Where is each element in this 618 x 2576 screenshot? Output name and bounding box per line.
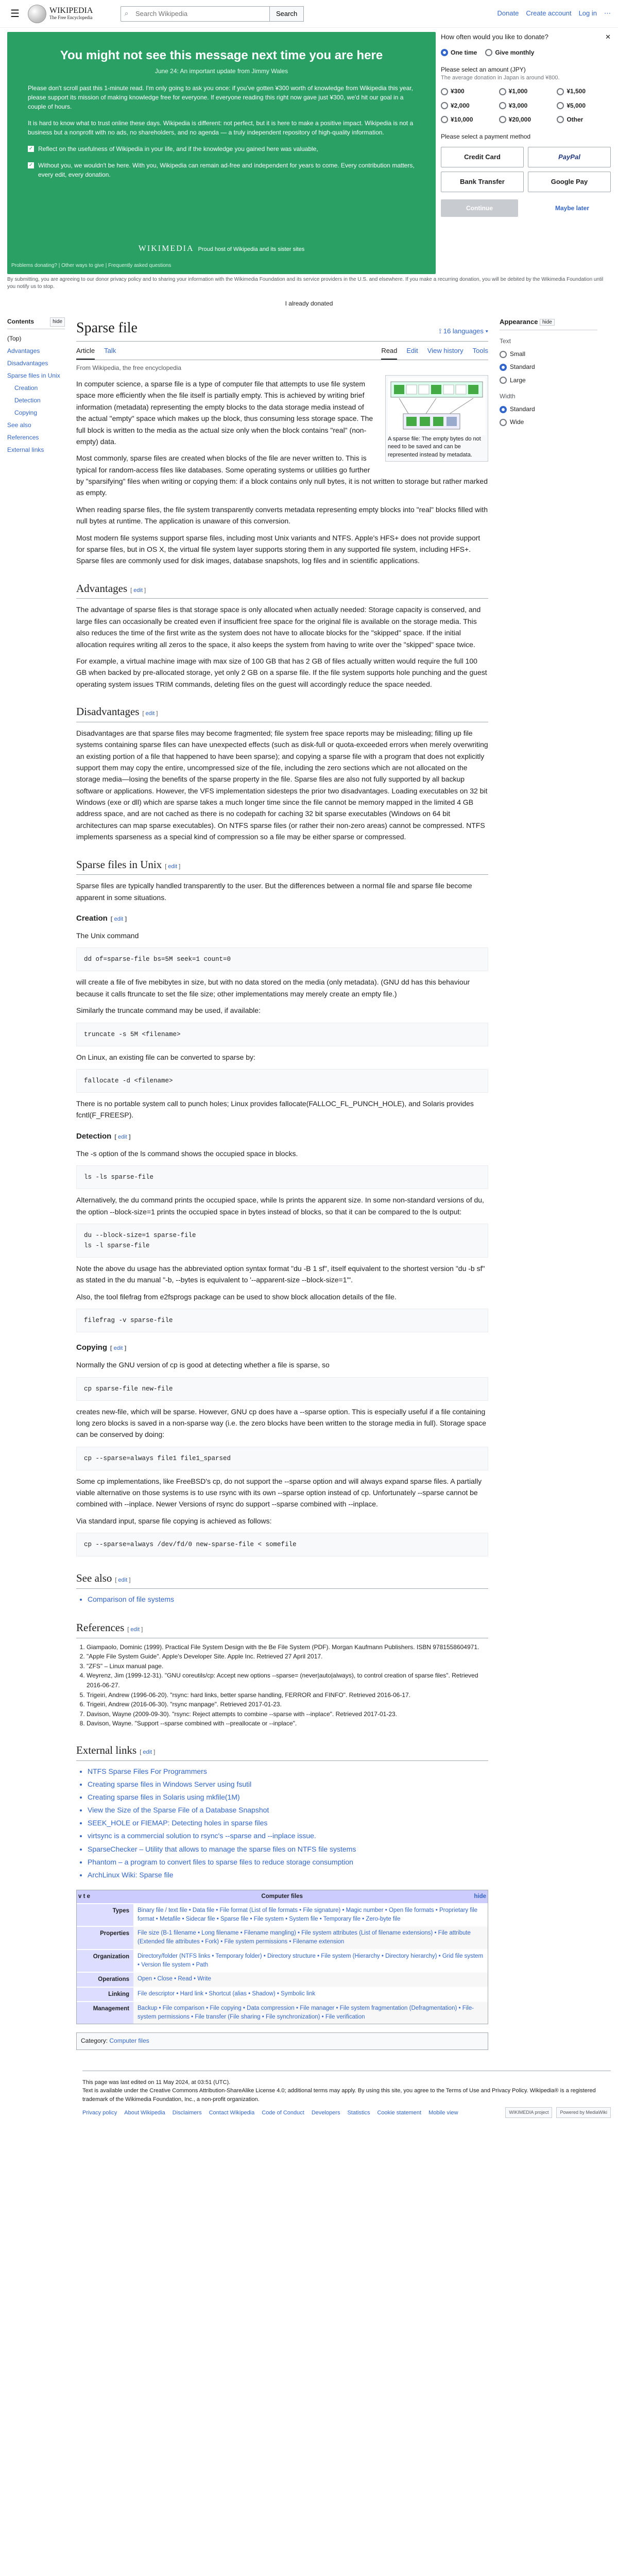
amount-label: Please select an amount (JPY) [441, 65, 526, 73]
empty-block [406, 385, 417, 394]
paragraph: The -s option of the ls command shows the occupied space in blocks. [76, 1149, 298, 1158]
toc-item[interactable]: Disadvantages [7, 360, 48, 367]
paragraph: The advantage of sparse files is that storage space is only allocated when actually needed: Storage capacity is conserved, and large files can occasionally be created even if insufficient free space for the original file is available on the storage media. This also reduces the time of the first write as the system does not have to allocate blocks for the "skipped" space. If the initial allocation requires writing all zeros to the space, it also keeps the system from having to write over the "skipped" space twice. [76, 605, 481, 649]
paragraph: Also, the tool filefrag from e2fsprogs package can be used to show block allocation details of the file. [76, 1292, 397, 1301]
paragraph: Disadvantages are that sparse files may become fragmented; file system free space reports may be misleading; filling up file systems containing sparse files can have unexpected effects (such as disk-full or quota-exceeded errors when merely overwriting an existing portion of a file that happened to have been sparse); and copying a sparse file with a program that does not explicitly support them may copy the entire, uncompressed size of the file, including the zero sections which are not allocated on the storage media—losing the benefits of the sparse property in the file. Sparse files are also not fully supported by all backup software or applications. However, the VFS implementation sidesteps the prior two disadvantages. Loading executables on 32 bit Windows (exe or dll) which are sparse takes a much longer time since the file cannot be memory mapped in the limited 4 GB address space, and are not cached as there is no codepath for caching 32 bit sparse executables (Windows on 64 bit architectures can map sparse executables). On NTFS sparse files (or rather their non-zero areas) cannot be compressed. NTFS implements sparseness as a special kind of compression so a file may be either sparse or compressed. [76, 728, 488, 841]
amount-option[interactable]: ¥2,000 [441, 101, 495, 111]
section-heading: References [ edit ] [76, 1619, 488, 1638]
toc-item[interactable]: See also [7, 421, 31, 429]
wikimedia-badge[interactable]: WIKIMEDIA project [505, 2107, 552, 2119]
toc-item[interactable]: Detection [14, 397, 41, 404]
navbox-hide-button[interactable]: hide [474, 1893, 486, 1900]
language-selector[interactable]: ⟟ 16 languages ▾ [439, 327, 488, 335]
code-block: filefrag -v sparse-file [76, 1309, 488, 1332]
amount-option-other[interactable]: Other [557, 115, 611, 125]
reference-item[interactable]: 5. Trigeiri, Andrew (1996-06-20). "rsync: hard links, better sparse handling, FERROR and FINFO". Retrieved 2016-06-17. [87, 1690, 488, 1700]
license-text: Text is available under the Creative Commons Attribution-ShareAlike License 4.0; additional terms may apply. By using this site, you agree to the Terms of Use and Privacy Policy. Wikipedia® is a registered trademark of the Wikimedia Foundation, Inc., a non-profit organization. [82, 2088, 596, 2103]
navbox-row: Operations Open • Close • Read • Write [77, 1972, 488, 1986]
text-large-radio[interactable]: Large [500, 376, 597, 385]
banner-check-2: ✓ Without you, we wouldn't be here. With you, Wikipedia can remain ad-free and independent for years to come. Every contribution matters, every edit, every donation. [28, 161, 415, 178]
text-standard-radio[interactable]: Standard [500, 362, 597, 372]
paragraph: Note the above du usage has the abbreviated option syntax format "du -B 1 sf", itself equivalent to the shortest version "du -b sf" as stated in the du manual "-b, --bytes is equivalent to '--apparent-size --block-size=1'". [76, 1264, 485, 1284]
external-link[interactable]: • Creating sparse files in Solaris using mkfile(1M) [88, 1791, 488, 1804]
amount-option[interactable]: ¥5,000 [557, 101, 611, 111]
credit-card-button[interactable]: Credit Card [441, 147, 524, 167]
amount-option[interactable]: ¥10,000 [441, 115, 495, 125]
bank-transfer-button[interactable]: Bank Transfer [441, 172, 524, 192]
banner-paragraph-2: It is hard to know what to trust online these days. Wikipedia is different: not perfect, but it is here to make a positive impact. Wikipedia is not a business but a nonprofit with no ads, no shareholders, and no agenda — a truly independent repository of high-quality information. [28, 119, 414, 136]
last-edited: This page was last edited on 11 May 2024, at 03:51 (UTC). [82, 2079, 231, 2086]
data-block [431, 385, 441, 394]
wikimedia-logo: WIKIMEDIA Proud host of Wikipedia and its sister sites [138, 244, 305, 253]
navbox-row: Linking File descriptor • Hard link • Shortcut (alias • Shadow) • Symbolic link [77, 1987, 488, 2001]
edit-section-link[interactable]: edit [118, 1577, 128, 1584]
amount-options [441, 87, 611, 125]
banner-footer-links[interactable]: Problems donating? | Other ways to give | Frequently asked questions [11, 263, 171, 268]
reference-item[interactable]: 3. "ZFS" – Linux manual page. [87, 1662, 488, 1671]
empty-block [443, 385, 454, 394]
tab-talk[interactable]: Talk [104, 346, 116, 354]
frequency-question: How often would you like to donate? [441, 33, 548, 41]
banner-date: June 24: An important update from Jimmy Wales [154, 67, 288, 75]
navbox-vte[interactable]: v t e [78, 1893, 91, 1900]
sparse-file-figure [385, 375, 488, 462]
reference-item[interactable]: 6. Trigeiri, Andrew (2016-06-30). "rsync manpage". Retrieved 2017-01-23. [87, 1700, 488, 1709]
edit-section-link[interactable]: edit [145, 710, 155, 717]
paragraph: Some cp implementations, like FreeBSD's cp, do not support the --sparse option and will always expand sparse files. A partially viable alternative on those systems is to use rsync with its own --sparse option instead of cp. Unfortunately --sparse cannot be combined with --inplace. Newer Versions of rsync do support --sparse combined with --inplace. [76, 1477, 482, 1509]
page-tabs [76, 344, 488, 360]
banner-check-1: ✓ Reflect on the usefulness of Wikipedia in your life, and if the knowledge you gained here was valuable, [28, 145, 318, 152]
subsection-heading: Copying [ edit ] [76, 1343, 127, 1352]
intro-paragraph: Most commonly, sparse files are created when blocks of the file are never written to. This is typical for random-access files like databases. Some operating systems or utilities go further by "sparsifying" files when writing or copying them: if a block contains only null bytes, it is not written to storage but rather marked as empty. [76, 454, 488, 497]
reference-item[interactable]: 2. "Apple File System Guide". Apple's Developer Site. Apple Inc. Retrieved 27 April 2017. [87, 1652, 488, 1662]
category-link[interactable]: Computer files [109, 2037, 149, 2045]
already-donated-link[interactable]: I already donated [285, 300, 333, 307]
paragraph: creates new-file, which will be sparse. However, GNU cp does have a --sparse option. This is especially useful if a file containing long zero blocks is saved in a non-sparse way (i.e. the zero blocks have been written to the storage media in full). Storage space can be conserved by doing: [76, 1407, 487, 1439]
more-options-icon[interactable]: ⋯ [604, 9, 611, 18]
tab-tools[interactable]: Tools [472, 346, 488, 354]
subsection-heading: Detection [ edit ] [76, 1131, 131, 1141]
section-heading: External links [ edit ] [76, 1742, 488, 1761]
donate-link[interactable]: Donate [497, 9, 519, 18]
code-block: du --block-size=1 sparse-file ls -l sparse-file [76, 1224, 488, 1258]
paragraph: Alternatively, the du command prints the occupied space, while ls prints the apparent size. In some non-standard versions of du, the option --block-size=1 prints the occupied space in bytes instead of blocks, so that it can be compared to the ls output: [76, 1196, 484, 1216]
amount-option[interactable]: ¥1,500 [557, 87, 611, 96]
page-title: Sparse file [76, 320, 138, 336]
intro-paragraph: When reading sparse files, the file system transparently converts metadata representing empty blocks into "real" blocks filled with null bytes at runtime. The application is unaware of this conversion. [76, 505, 488, 526]
one-time-radio[interactable]: One time [441, 48, 477, 58]
privacy-note: By submitting, you are agreeing to our donor privacy policy and to sharing your information with the Wikimedia Foundation and its service providers in the U.S. and elsewhere. If you make a recurring donation, you will be debited by the Wikimedia Foundation until you notify us to stop. [7, 277, 604, 290]
main-menu-icon[interactable]: ☰ [10, 8, 20, 20]
appearance-title: Appearance [500, 318, 538, 326]
search-form [121, 6, 304, 22]
figure-caption: A sparse file: The empty bytes do not need to be saved and can be represented instead by metadata. [388, 435, 481, 458]
maybe-later-button[interactable]: Maybe later [555, 204, 590, 212]
from-wikipedia: From Wikipedia, the free encyclopedia [76, 364, 182, 371]
toc-item[interactable]: (Top) [7, 335, 22, 343]
navbox-row: Properties File size (B-1 filename • Long filename • Filename mangling) • File system attributes (List of filename extensions) • File attribute (Extended file attributes • Fork) • File system permissions • Filename extension [77, 1926, 488, 1949]
external-link[interactable]: • SparseChecker – Utility that allows to manage the sparse files on NTFS file systems [88, 1843, 488, 1856]
external-link[interactable]: • SEEK_HOLE or FIEMAP: Detecting holes in sparse files [88, 1817, 488, 1829]
code-block: cp sparse-file new-file [76, 1377, 488, 1401]
wikipedia-logo[interactable] [28, 5, 115, 23]
banner-paragraph-1: Please don't scroll past this 1-minute read. I'm only going to ask you once: if you've gotten ¥300 worth of knowledge from Wikipedia this year, please support its mission of making knowledge free for everyone. If everyone reading this right now gave just ¥300, we'd hit our goal in a couple of hours. [28, 84, 413, 110]
page-footer [82, 2071, 611, 2119]
search-input[interactable] [121, 6, 270, 22]
toc-item[interactable]: Advantages [7, 347, 40, 355]
amount-option[interactable]: ¥3,000 [499, 101, 553, 111]
page-layout [0, 317, 618, 2049]
banner-message [7, 32, 436, 274]
footer-link[interactable]: About Wikipedia [124, 2110, 165, 2116]
intro-paragraph: In computer science, a sparse file is a type of computer file that attempts to use file system space more efficiently when the file itself is partially empty. This is achieved by writing brief information (metadata) representing the empty blocks to the data storage media instead of the actual "empty" space which makes up the block, thus consuming less storage space. The full block is written to the media as the actual size only when the block contains "real" (non-empty) data. [76, 379, 373, 446]
edit-section-link[interactable]: edit [133, 587, 143, 594]
tab-article[interactable]: Article [76, 344, 95, 360]
reference-item[interactable]: 7. Davison, Wayne (2009-09-30). "rsync: Reject attempts to combine --sparse with --inplace". Retrieved 2017-01-23. [87, 1709, 488, 1719]
navbox-row: Management Backup • File comparison • File copying • Data compression • File manager • File system fragmentation (Defragmentation) • File-system permissions • File transfer (File sharing • File synchronization) • File verification [77, 2001, 488, 2024]
external-link[interactable]: • virtsync is a commercial solution to rsync's --sparse and --inplace issue. [88, 1829, 488, 1842]
data-block [468, 385, 478, 394]
login-link[interactable]: Log in [578, 9, 597, 18]
site-header [0, 0, 618, 28]
footer-link[interactable]: Disclaimers [172, 2110, 202, 2116]
category-box [76, 2032, 488, 2049]
footer-link[interactable]: Privacy policy [82, 2110, 117, 2116]
footer-link[interactable]: Statistics [347, 2110, 370, 2116]
footer-link[interactable]: Developers [311, 2110, 340, 2116]
paragraph: Normally the GNU version of cp is good at detecting whether a file is sparse, so [76, 1361, 330, 1369]
payment-options [441, 147, 611, 192]
sparse-file-diagram [388, 378, 486, 435]
footer-link[interactable]: Mobile view [428, 2110, 458, 2116]
external-link[interactable]: • NTFS Sparse Files For Programmers [88, 1765, 488, 1778]
check-icon: ✓ [28, 145, 33, 151]
paragraph: Similarly the truncate command may be used, if available: [76, 1006, 261, 1015]
code-block: truncate -s 5M <filename> [76, 1023, 488, 1046]
create-account-link[interactable]: Create account [526, 9, 572, 18]
footer-link[interactable]: Cookie statement [377, 2110, 422, 2116]
edit-section-link[interactable]: edit [168, 863, 178, 870]
code-block: ls -ls sparse-file [76, 1165, 488, 1189]
paragraph: There is no portable system call to punch holes; Linux provides fallocate(FALLOC_FL_PUNCH_HOLE), and Solaris provides fcntl(F_FREESP). [76, 1099, 474, 1120]
references-list [76, 1642, 488, 1728]
section-heading: Sparse files in Unix [ edit ] [76, 856, 488, 875]
paragraph: The Unix command [76, 931, 139, 940]
tab-edit[interactable]: Edit [406, 346, 418, 354]
reference-item[interactable]: 4. Weyrenz, Jim (1999-12-31). "GNU coreutils/cp: Accept new options --sparse= (never|auto|always), to control creation of sparse files". Retrieved 2016-06-27. [87, 1671, 488, 1690]
edit-section-link[interactable]: edit [118, 1133, 127, 1140]
amount-option[interactable]: ¥300 [441, 87, 495, 96]
toc-item[interactable]: External links [7, 446, 44, 454]
navbox-row: Types Binary file / text file • Data file • File format (List of file formats • File signature) • Magic number • Open file formats • Proprietary file format • Metafile • Sidecar file • Sparse file • File system • System file • Temporary file • Zero-byte file [77, 1903, 488, 1926]
appearance-hide-button[interactable]: hide [540, 319, 555, 326]
google-pay-button[interactable]: Google Pay [528, 172, 611, 192]
see-also-link[interactable]: • Comparison of file systems [88, 1593, 488, 1606]
close-icon[interactable]: ✕ [605, 33, 611, 41]
toc-title: Contents [7, 318, 34, 326]
mediawiki-badge[interactable]: Powered by MediaWiki [556, 2107, 611, 2119]
paragraph: On Linux, an existing file can be converted to sparse by: [76, 1053, 255, 1061]
empty-block [419, 385, 429, 394]
text-small-radio[interactable]: Small [500, 349, 597, 359]
search-button[interactable]: Search [270, 6, 304, 22]
see-also-list [76, 1593, 488, 1606]
globe-icon [28, 5, 46, 23]
search-icon: ⌕ [125, 9, 129, 18]
width-wide-radio[interactable]: Wide [500, 417, 597, 427]
footer-link[interactable]: Contact Wikipedia [209, 2110, 255, 2116]
paragraph: will create a file of five mebibytes in size, but with no data stored on the media (only metadata). (GNU dd has this behaviour because it calls ftruncate to set the file size; other implementations may merely create an empty file.) [76, 978, 470, 998]
external-link[interactable]: • Phantom – a program to convert files to sparse files to reduce storage consumption [88, 1856, 488, 1869]
navbox-computer-files [76, 1890, 488, 2024]
logo-tagline: The Free Encyclopedia [49, 15, 93, 21]
amount-note: The average donation in Japan is around ¥800. [441, 75, 560, 81]
continue-button[interactable]: Continue [441, 199, 518, 217]
paypal-button[interactable]: PayPal [528, 147, 611, 167]
external-link[interactable]: • Creating sparse files in Windows Server using fsutil [88, 1778, 488, 1791]
article-content [76, 317, 488, 2049]
paragraph: For example, a virtual machine image with max size of 100 GB that has 2 GB of files actually written would require the full 100 GB when backed by pre-allocated storage, yet only 2 GB on a sparse file. If the file system supports hole punching and the guest operating system issues TRIM commands, deleting files on the guest will accordingly reduce the space needed. [76, 656, 487, 688]
user-links [497, 8, 611, 19]
footer-link[interactable]: Code of Conduct [262, 2110, 304, 2116]
width-label: Width [500, 392, 516, 400]
code-block: fallocate -d <filename> [76, 1069, 488, 1093]
section-heading: Advantages [ edit ] [76, 580, 488, 599]
code-block: dd of=sparse-file bs=5M seek=1 count=0 [76, 947, 488, 971]
category-label: Category: [81, 2037, 108, 2045]
edit-section-link[interactable]: edit [113, 1345, 123, 1352]
toc-item[interactable]: Sparse files in Unix [7, 372, 60, 380]
reference-item[interactable]: 1. Giampaolo, Dominic (1999). Practical File System Design with the Be File System (PDF). Morgan Kaufmann Publishers. ISBN 9781558604971. [87, 1642, 488, 1652]
data-block [394, 385, 404, 394]
navbox-title[interactable]: Computer files [261, 1893, 303, 1900]
code-block: cp --sparse=always /dev/fd/0 new-sparse-file < somefile [76, 1533, 488, 1556]
external-links-list [76, 1765, 488, 1882]
text-size-label: Text [500, 337, 511, 345]
paragraph: Via standard input, sparse file copying is achieved as follows: [76, 1516, 272, 1525]
logo-title: WIKIPEDIA [49, 6, 93, 15]
external-link[interactable]: • View the Size of the Sparse File of a Database Snapshot [88, 1804, 488, 1817]
external-link[interactable]: • ArchLinux Wiki: Sparse file [88, 1869, 488, 1882]
monthly-radio[interactable]: Give monthly [485, 48, 534, 58]
intro-paragraph: Most modern file systems support sparse files, including most Unix variants and NTFS. Apple's HFS+ does not provide support for sparse files, but in OS X, the virtual file system layer supports storing them in any supported file system, including HFS+. Sparse files are commonly used for disk images, database snapshots, log files and in scientific applications. [76, 533, 480, 565]
appearance-panel [500, 317, 597, 2049]
amount-option[interactable]: ¥1,000 [499, 87, 553, 96]
table-of-contents [7, 317, 65, 2049]
tab-view-history[interactable]: View history [427, 346, 464, 354]
banner-headline: You might not see this message next time you are here [60, 48, 383, 62]
donation-form [441, 32, 611, 274]
edit-section-link[interactable]: edit [143, 1749, 152, 1755]
toc-item[interactable]: Creation [14, 384, 38, 392]
section-heading: See also [ edit ] [76, 1570, 488, 1589]
edit-section-link[interactable]: edit [114, 916, 124, 923]
toc-item[interactable]: References [7, 434, 39, 442]
subsection-heading: Creation [ edit ] [76, 914, 127, 923]
navbox-row: Organization Directory/folder (NTFS links • Temporary folder) • Directory structure • File system (Hierarchy • Directory hierarchy) • Grid file system • Version file system • Path [77, 1949, 488, 1972]
section-heading: Disadvantages [ edit ] [76, 703, 488, 722]
code-block: cp --sparse=always file1 file1_sparsed [76, 1447, 488, 1470]
check-icon: ✓ [28, 162, 33, 168]
empty-block [456, 385, 466, 394]
fundraising-banner [7, 32, 611, 274]
tab-read[interactable]: Read [381, 344, 397, 360]
payment-label: Please select a payment method [441, 132, 531, 140]
width-standard-radio[interactable]: Standard [500, 404, 597, 414]
toc-hide-button[interactable]: hide [50, 317, 65, 327]
amount-option[interactable]: ¥20,000 [499, 115, 553, 125]
reference-item[interactable]: 8. Davison, Wayne. "Support --sparse combined with --preallocate or --inplace". [87, 1719, 488, 1728]
edit-section-link[interactable]: edit [130, 1626, 140, 1633]
paragraph: Sparse files are typically handled transparently to the user. But the differences between a normal file and sparse file become apparent in some situations. [76, 882, 472, 902]
toc-item[interactable]: Copying [14, 409, 38, 417]
